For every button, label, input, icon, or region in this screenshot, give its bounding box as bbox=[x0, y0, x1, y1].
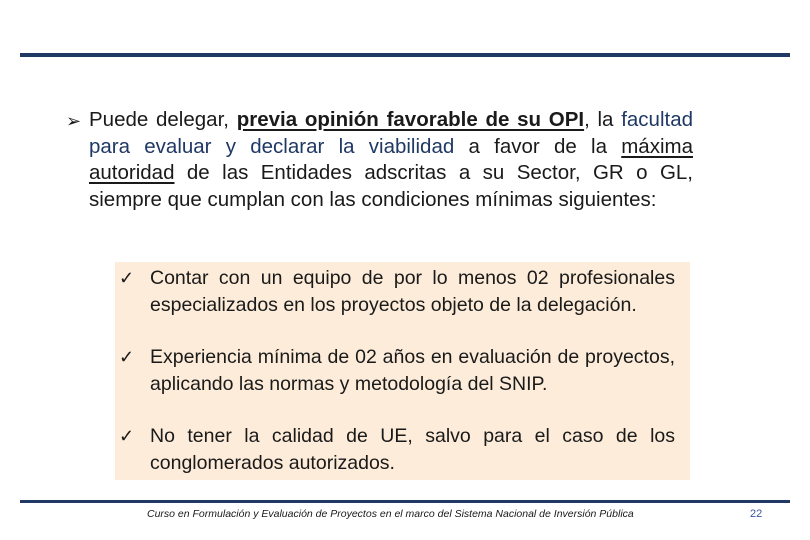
condition-text: No tener la calidad de UE, salvo para el caso de los conglomerados autorizados. bbox=[150, 425, 675, 474]
page-number: 22 bbox=[750, 508, 763, 520]
emphasis-maxima-autoridad: máxima autoridad bbox=[89, 134, 693, 184]
checkmark-icon: ✓ bbox=[119, 268, 135, 288]
text-segment: Puede delegar, bbox=[89, 108, 237, 131]
conditions-box bbox=[115, 262, 690, 480]
emphasis-facultad: facultad para evaluar y declarar la viabilidad bbox=[89, 108, 694, 158]
text-segment: a favor de la bbox=[454, 134, 622, 158]
text-segment: , la bbox=[584, 108, 622, 131]
emphasis-opinion: previa opinión favorable de su OPI bbox=[236, 108, 585, 131]
main-bullet-text bbox=[89, 107, 693, 213]
condition-text: Contar con un equipo de por lo menos 02 profesionales especializados en los proyectos objeto de la delegación. bbox=[150, 267, 675, 316]
main-bullet-paragraph bbox=[68, 107, 693, 213]
checkmark-icon: ✓ bbox=[119, 426, 135, 446]
bottom-divider bbox=[20, 500, 790, 503]
condition-item bbox=[115, 423, 675, 476]
checkmark-icon: ✓ bbox=[119, 347, 135, 367]
footer-course-title: Curso en Formulación y Evaluación de Proyectos en el marco del Sistema Nacional de Inversión Pública bbox=[147, 508, 634, 520]
text-segment: de las Entidades adscritas a su Sector, GR o GL, siempre que cumplan con las condiciones mínimas siguientes: bbox=[89, 161, 693, 211]
top-divider bbox=[20, 53, 790, 57]
condition-item bbox=[115, 265, 675, 318]
arrow-bullet-icon: ➢ bbox=[66, 111, 82, 131]
condition-text: Experiencia mínima de 02 años en evaluación de proyectos, aplicando las normas y metodología del SNIP. bbox=[150, 346, 675, 395]
condition-item bbox=[115, 344, 675, 397]
